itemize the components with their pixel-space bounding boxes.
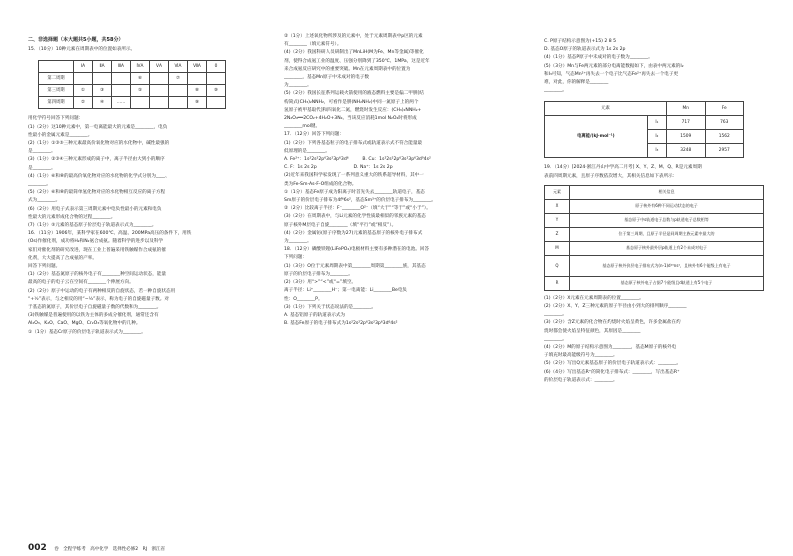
info-cell: X	[545, 199, 570, 213]
text-line: 是________。	[28, 165, 56, 171]
info-cell: Z	[545, 227, 570, 241]
text-line: 构简式(CH₃)₂NNH₂，可看作是肼(NH₂NH₂)中同一氮原子上的两个	[284, 99, 419, 105]
text-line: ②（2分）比较离子半径：F⁻________O²⁻（填“大于”“等于”或“小于”）。	[284, 206, 431, 212]
page-footer	[28, 544, 165, 554]
info-cell: 基态原子核外价层电子排布式为(n-1)d¹⁰ns¹，且核外有6个能级上有电子	[570, 255, 764, 276]
pt-cell	[74, 73, 93, 85]
text-line: (2)（3分）用“>”“<”或“=”填空。	[284, 280, 357, 286]
pt-cell	[207, 73, 226, 85]
text-line: 剂，使得合成氨工业的温度、压强分别降到了350℃、1MPa，这是近年	[284, 58, 430, 64]
info-cell: 基态原子中s轨道电子总数与p轨道电子总数相等	[570, 213, 764, 227]
text-line: (1)（2分）这10种元素中，第一电离能最大的元素是________，电负	[28, 124, 168, 130]
pt-cell	[169, 85, 188, 97]
ion-cell: 2957	[705, 144, 744, 158]
text-line: (1)（3分）O位于元素周期表中第________周期第________族，其基态	[284, 263, 426, 269]
info-row	[545, 227, 764, 241]
text-line: 式为________。	[28, 198, 61, 204]
text-line: ________。	[544, 336, 567, 342]
text-line: 性最小的金属元素是________。	[28, 132, 93, 138]
text-line: (3)（2分）含Z元素的化合物在灼烧时火焰呈黄色，许多金属盐在灼	[544, 320, 681, 326]
pt-header-row	[39, 61, 226, 73]
info-cell: Q	[545, 255, 570, 276]
text-line: ________。	[544, 312, 567, 318]
text-line: (2)（2分）原子中运动的电子有两种相反的自旋状态，若一种自旋状态用	[28, 288, 176, 294]
question-text-left	[28, 115, 268, 336]
text-line: (6)（2分）用电子式表示第三周期元素中电负性最小的元素和电负	[28, 206, 162, 212]
q19-heading-2: 表前四周期元素，且原子序数依次增大，其相关信息如下表所示：	[544, 173, 678, 179]
text-line: 2N₂O₄══2CO₂+4H₂O+3N₂。当该反应消耗1mol N₂O₄时将形成	[284, 116, 417, 122]
text-line: (1)（2分）X元素在元素周期表的位置________。	[544, 295, 644, 301]
text-line: “+½”表示，与之相反的用“−½”表示，称为电子的自旋磁量子数。对	[28, 296, 169, 302]
pt-cell: ②	[74, 97, 93, 109]
text-line: C. P原子结构示意图为(+15) 2 8 5	[544, 39, 617, 44]
ion-cell: 1562	[705, 130, 744, 144]
text-line: 化剂，大大提高了合成氨的产率。	[28, 255, 97, 261]
pt-row	[39, 97, 226, 109]
text-line: (3)（1分）下列关于状态说法的是________。	[284, 304, 377, 310]
text-line: 原子的价层电子排布为________。	[284, 271, 353, 277]
ion-cell: 763	[705, 116, 744, 130]
text-line: 类为Fe-Sm-As-F-O组成的化合物。	[284, 181, 357, 187]
pt-cell: ③	[93, 85, 112, 97]
info-cell: 位于第三周期，且原子半径是同周期主族元素中最大的	[570, 227, 764, 241]
text-line: 回答下列问题。	[28, 264, 61, 270]
info-cell: 基态原子核外电子占据7个能级且d轨道上有5个电子	[570, 276, 764, 290]
pt-header: ⅠA	[74, 61, 93, 73]
ion-cell: 717	[667, 116, 705, 130]
ion-cell: I₃	[647, 144, 666, 158]
text-line: (4)（2分）我国科研人员研制出了MnLiH(M为Fe、Mn等金属)等催化	[284, 50, 424, 56]
text-line: (7)（1分）⑤元素的基态原子价层电子轨道表示式为________。	[28, 223, 157, 229]
pt-cell	[207, 97, 226, 109]
ion-cell: 1509	[667, 130, 705, 144]
text-line: 16．（11分）1906年，某科学家在600℃、高温、200MPa高压的条件下，用铁	[28, 231, 192, 237]
info-row	[545, 255, 764, 276]
text-line: 用化学符号回答下列问题：	[28, 116, 84, 122]
text-line: (1)（2分）基态氮原子的核外电子有________种空间运动状态，能量	[28, 272, 167, 278]
periodic-table	[38, 60, 226, 109]
text-line: (3)（2分）在周期表中，与Li元素的化学性质最相似的邻族元素的基态	[284, 214, 426, 220]
pt-cell	[93, 73, 112, 85]
text-line: 为________。	[284, 239, 312, 245]
ion-cell: I₂	[647, 130, 666, 144]
text-line: (5)（2分）⑥和⑧的最简单氢化物对应的水化物相互反应的离子方程	[28, 190, 166, 196]
text-line: ________。	[544, 88, 567, 94]
text-line: 的价层电子轨道表示式：________。	[544, 377, 618, 383]
info-cell: 基态原子核外最外层p轨道上有2个未成对电子	[570, 241, 764, 255]
text-line: Sm原子的价层电子排布为4f⁶6s²，基态Sm³⁺的价层电子排布为________。	[284, 198, 437, 204]
text-line: (4)（2分）金属钫(原子序数为27)元素的基态原子的核外电子排布式	[284, 230, 423, 236]
ion-header: 元素	[545, 102, 667, 116]
text-line: (5)（3分）Mn与Fe两元素的部分电离能数据如下，由表中两元素的I₂	[544, 63, 684, 69]
pt-cell	[112, 85, 131, 97]
q19-heading: 19．（14分）[2024·浙江丹山中学高二月考] X、Y、Z、M、Q、R是元素周期	[544, 165, 702, 171]
info-row	[545, 241, 764, 255]
text-line: ________，基态Mn原子中未成对的电子数	[284, 75, 369, 81]
ion-cell: 3248	[667, 144, 705, 158]
info-cell: 原子核外有6种不同运动状态的电子	[570, 199, 764, 213]
pt-cell: ④	[93, 97, 112, 109]
text-line: (4)（1分）⑥和⑧的最高价氧化物对应的水化物的化学式分别为____、	[28, 173, 170, 179]
text-line: 离子半径：Li⁺________H⁻；第一电离能：Li________Be电负	[284, 288, 408, 294]
text-line: (6)（4分）写出基态R⁺的简化电子排布式：________，写出基态R⁺	[544, 369, 680, 375]
info-row	[545, 213, 764, 227]
info-header: 元素	[545, 185, 570, 199]
text-line: 于基态的氮原子，其价层电子自旋磁量子数的代数和为________。	[28, 305, 162, 311]
text-line: 子填充时最高能级符号为________。	[544, 353, 618, 359]
text-line: B. 基态Fe原子的电子排布式为1s²2s²2p⁶3s²3p⁶3d⁶4s²	[284, 321, 398, 327]
text-line: ①（1分）基态Fe原子成为阳离子时首先失去________轨道电子，基态	[284, 189, 425, 195]
pt-header: ⅤA	[150, 61, 169, 73]
text-line: (3)铁触媒是普遍使用的以铁为主体的多成分催化剂，通常还含有	[28, 313, 159, 319]
column-left	[28, 36, 268, 337]
text-line: (2)近年来我国科学家发现了一系列意义重大的铁系超导材料，其中一	[284, 173, 424, 179]
pt-header: 0	[207, 61, 226, 73]
pt-cell: ⑦	[169, 73, 188, 85]
text-line: (4)（2分）M的原子结构示意图为________，基态M原子的核外电	[544, 345, 677, 351]
question-text-right-bottom	[544, 295, 770, 385]
column-right	[544, 38, 770, 385]
text-line: 是________。	[28, 149, 56, 155]
text-line: 低原理的是________。	[284, 148, 330, 154]
text-line: (1)（2分）下列各基态粒子的电子排布式或轨道表示式不符合能量最	[284, 140, 423, 146]
info-header: 相关信息	[570, 185, 764, 199]
text-line: 难，对此，你的解释是________	[544, 80, 609, 86]
info-cell: M	[545, 241, 570, 255]
pt-row-label: 第四周期	[39, 97, 74, 109]
text-line: C. F：1s 2s 2p D. Na⁺：1s 2s 2p	[284, 165, 393, 171]
footer-text: 卷 全程学练考 高中化学 选择性必修2 RJ 浙江省	[54, 546, 166, 552]
text-line: 17．（12分）回答下列问题：	[284, 132, 344, 138]
pt-row-label: 第二周期	[39, 73, 74, 85]
pt-header: ⅦA	[188, 61, 207, 73]
pt-cell: ①	[74, 85, 93, 97]
text-line: (5)（2分）写出Q元素基态原子的价层电子轨道表示式：________。	[544, 361, 682, 367]
ion-header: Fe	[705, 102, 744, 116]
q15-heading: 15．（10分）10种元素在周期表中的位置如表所示。	[28, 47, 136, 53]
text-line: D. 基态O原子的轨道表示式为 1s 2s 2p	[544, 47, 626, 53]
pt-cell: ⑨	[188, 97, 207, 109]
pt-header: ⅢA	[112, 61, 131, 73]
text-line: ________mol键。	[284, 124, 321, 130]
pt-cell	[188, 73, 207, 85]
text-line: 原子核外M层电子自旋________（填“平行”或“相反”）。	[284, 222, 397, 228]
pt-cell	[131, 97, 150, 109]
column-middle	[284, 33, 528, 328]
page-number: 002	[28, 542, 47, 553]
text-line: (5)（2分）我国长征系列运载火箭使用的液态燃料主要是偏二甲肼[结	[284, 91, 424, 97]
pt-cell: ……	[112, 97, 131, 109]
question-text-right-top	[544, 38, 770, 95]
text-line: A. 基态铝原子的轨道表示式为	[284, 312, 346, 318]
pt-row	[39, 85, 226, 97]
pt-row-label: 第三周期	[39, 85, 74, 97]
text-line: 为________。	[284, 83, 312, 89]
pt-corner	[39, 61, 74, 73]
pt-cell	[150, 73, 169, 85]
pt-cell	[169, 97, 188, 109]
ionization-table	[544, 101, 744, 158]
ion-header-row	[545, 102, 744, 116]
text-line: A. Fe²⁺：1s²2s²2p⁶3s²3p⁶3d⁶ B. Cu：1s²2s²2p⁶3s²3p⁶3d⁹4s²	[284, 157, 431, 163]
text-line: 下列问题：	[284, 255, 307, 261]
text-line: 18．（12分）磷酸铁锂(LiFePO₄)电极材料主要有多种潜在的电池。回答	[284, 247, 430, 253]
info-cell: Y	[545, 213, 570, 227]
text-line: 烧时都会使火焰呈特征颜色，其原因是________	[544, 328, 641, 334]
section-title: 二、非选择题（本大题共5小题，共58分）	[28, 37, 124, 43]
info-cell: R	[545, 276, 570, 290]
text-line: (Os)作催化剂，成功将H₂和N₂氨合成氨。随着科学的进步以及科学	[28, 239, 164, 245]
text-line: (4)（1分）基态P原子中未成对的电子数为________。	[544, 55, 653, 61]
text-line: 家们对催化剂的研究改进，现在工业上普遍采用铁触媒作合成氨的催	[28, 247, 166, 253]
text-line: (2)（1分）①③⑤三种元素最高价氧化物对应的水化物中，碱性最强的	[28, 141, 170, 147]
pt-cell	[150, 97, 169, 109]
pt-header: ⅡA	[93, 61, 112, 73]
text-line: 性最大的元素形成化合物的过程________。	[28, 214, 116, 220]
element-info-table	[544, 185, 764, 291]
text-line: 来合成氨反应研究中的重要突破。Mn在元素周期表中的位置为	[284, 66, 411, 72]
ion-cell: I₁	[647, 116, 666, 130]
pt-header: ⅣA	[131, 61, 150, 73]
pt-cell: ⑧	[188, 85, 207, 97]
info-header-row	[545, 185, 764, 199]
pt-row	[39, 73, 226, 85]
text-line: ________。	[28, 182, 51, 188]
pt-cell: ⑥	[131, 73, 150, 85]
pt-cell: ⑤	[131, 85, 150, 97]
text-line: 有________（填元素符号）。	[284, 42, 342, 48]
text-line: Al₂O₃、K₂O、CaO、MgO、Cr₂O₃等氧化物中的几种。	[28, 321, 141, 327]
text-line: ①（1分）基态Cr原子的价层电子轨道表示式为________。	[28, 329, 146, 335]
text-line: (2)（2分）X、Y、Z三种元素的原子半径由小到大的排列顺序________	[544, 304, 687, 310]
info-row	[545, 199, 764, 213]
ion-row	[545, 116, 744, 130]
text-line: 氢原子被甲基取代]和四氧化二氮，燃烧时发生反应：(CH₃)₂NNH₂+	[284, 107, 422, 113]
pt-header: ⅥA	[169, 61, 188, 73]
ion-row-label: 电离能/(kJ·mol⁻¹)	[545, 116, 648, 158]
pt-cell	[112, 73, 131, 85]
ion-header: Mn	[667, 102, 705, 116]
text-line: 性：O________P。	[284, 296, 323, 302]
question-text-middle	[284, 33, 528, 328]
info-row	[545, 276, 764, 290]
text-line: (3)（1分）②③④三种元素形成的离子中，离子半径由大到小的顺序	[28, 157, 165, 163]
text-line: ②（1分）上述氧化物所涉及的元素中，处于元素周期表中p区的元素	[284, 34, 423, 39]
pt-cell: ⑩	[207, 85, 226, 97]
text-line: 和I₃可知，气态Mn²⁺再失去一个电子比气态Fe²⁺再失去一个电子更	[544, 71, 679, 77]
text-line: 最高的电子的电子云在空间有________个伸展方向。	[28, 280, 134, 286]
pt-cell	[150, 85, 169, 97]
